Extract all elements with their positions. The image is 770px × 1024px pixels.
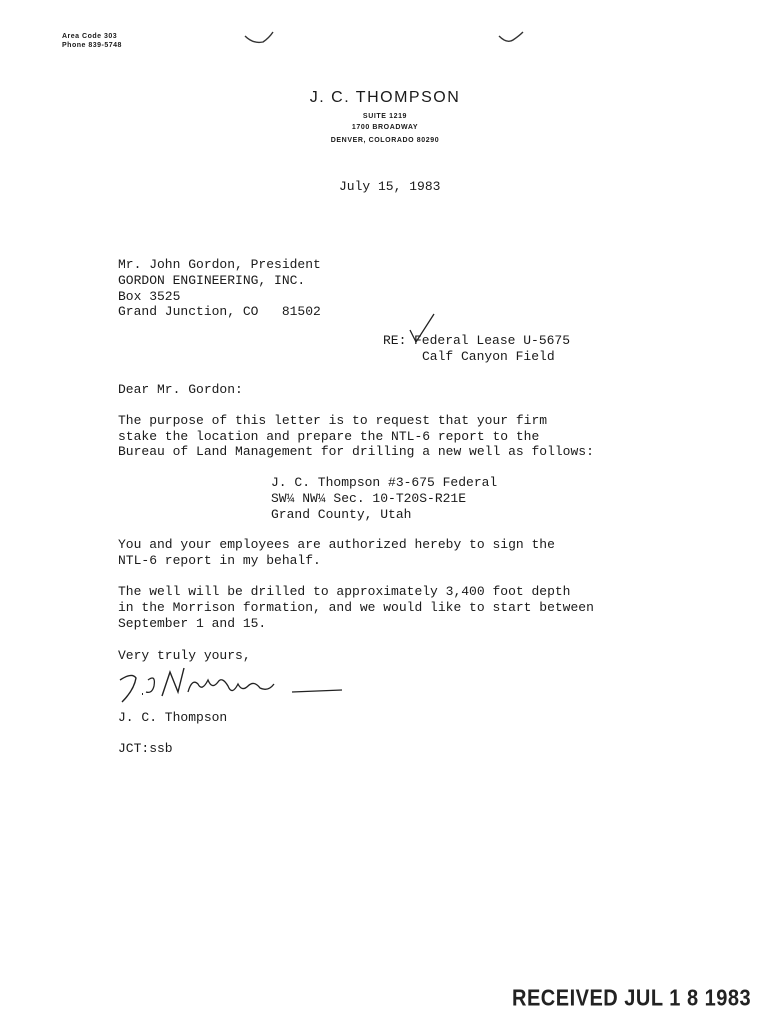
re-line: Calf Canyon Field — [422, 349, 555, 364]
well-line: SW¼ NW¼ Sec. 10-T20S-R21E — [271, 491, 467, 506]
re-label: RE: — [383, 333, 407, 348]
body-line: September 1 and 15. — [118, 616, 267, 631]
body-line: stake the location and prepare the NTL-6 report to the — [118, 429, 540, 444]
area-code: Area Code 303 — [62, 33, 118, 40]
body-line: The purpose of this letter is to request that your firm — [118, 413, 548, 428]
letterhead-city: DENVER, COLORADO 80290 — [330, 137, 440, 144]
body-line: You and your employees are authorized hereby to sign the — [118, 537, 555, 552]
letterhead-suite: SUITE 1219 — [362, 113, 408, 120]
re-line: Federal Lease U-5675 — [414, 333, 571, 348]
check-mark-icon — [243, 30, 279, 52]
typist-initials: JCT:ssb — [118, 741, 173, 756]
received-stamp: RECEIVED JUL 1 8 1983 — [512, 986, 752, 1012]
recipient-line: Mr. John Gordon, President — [118, 257, 321, 272]
check-mark-icon — [497, 30, 533, 52]
phone-number: Phone 839-5748 — [62, 42, 122, 49]
body-line: Bureau of Land Management for drilling a new well as follows: — [118, 444, 594, 459]
letterhead-name: J. C. THOMPSON — [309, 89, 461, 106]
recipient-line: Box 3525 — [118, 289, 181, 304]
recipient-line: GORDON ENGINEERING, INC. — [118, 273, 306, 288]
salutation: Dear Mr. Gordon: — [118, 382, 243, 397]
letter-date: July 15, 1983 — [339, 179, 441, 194]
well-line: Grand County, Utah — [271, 507, 412, 522]
recipient-line: Grand Junction, CO 81502 — [118, 304, 321, 319]
letterhead-street: 1700 BROADWAY — [351, 124, 419, 131]
body-line: The well will be drilled to approximately 3,400 foot depth — [118, 584, 571, 599]
signature — [112, 662, 352, 712]
body-line: NTL-6 report in my behalf. — [118, 553, 321, 568]
closing: Very truly yours, — [118, 648, 251, 663]
signer-name: J. C. Thompson — [118, 710, 228, 725]
body-line: in the Morrison formation, and we would like to start between — [118, 600, 594, 615]
well-line: J. C. Thompson #3-675 Federal — [271, 475, 498, 490]
check-mark-icon — [408, 312, 438, 346]
